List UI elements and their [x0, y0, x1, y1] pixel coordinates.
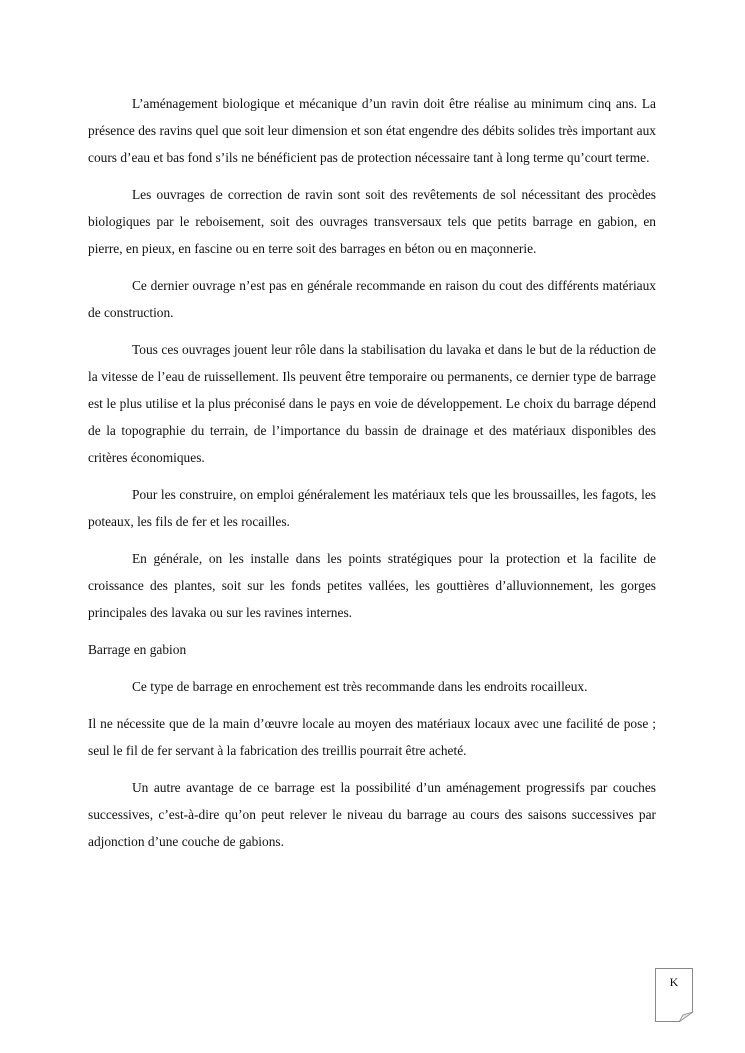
document-body: [88, 90, 656, 865]
section-heading-gabion: Barrage en gabion: [88, 642, 187, 657]
paragraph-materials: Pour les construire, on emploi généralement les matériaux tels que les broussailles, les fagots, les poteaux, les fils de fer et les rocailles.: [88, 487, 656, 529]
page-number: K: [669, 975, 679, 989]
paragraph-installation: En générale, on les installe dans les points stratégiques pour la protection et la facilite de croissance des plantes, soit sur les fonds petites vallées, les gouttières d’alluvionnement, les gorges principales des lavaka ou sur les ravines internes.: [88, 551, 656, 620]
page-number-box: [655, 968, 693, 1022]
paragraph-correction-works: Les ouvrages de correction de ravin sont soit des revêtements de sol nécessitant des procèdes biologiques par le reboisement, soit des ouvrages transversaux tels que petits barrage en gabion, en pierre, en pieux, en fascine ou en terre soit des barrages en béton ou en maçonnerie.: [88, 187, 656, 256]
paragraph-works-role: Tous ces ouvrages jouent leur rôle dans la stabilisation du lavaka et dans le but de la réduction de la vitesse de l’eau de ruissellement. Ils peuvent être temporaire ou permanents, ce dernier type de barrage est le plus utilise et la plus préconisé dans le pays en voie de développement. Le choix du barrage dépend de la topographie du terrain, de l’importance du bassin de drainage et des matériaux disponibles des critères économiques.: [88, 342, 656, 465]
paragraph-gabion-type: Ce type de barrage en enrochement est très recommande dans les endroits rocailleux.: [132, 679, 588, 694]
paragraph-ravine-management: L’aménagement biologique et mécanique d’un ravin doit être réalise au minimum cinq ans. La présence des ravins quel que soit leur dimension et son état engendre des débits solides très important aux cours d’eau et bas fond s’ils ne bénéficient pas de protection nécessaire tant à long terme qu’court terme.: [88, 96, 656, 165]
page-fold-icon: [679, 1012, 693, 1022]
paragraph-last-work: Ce dernier ouvrage n’est pas en générale recommande en raison du cout des différents matériaux de construction.: [88, 278, 656, 320]
paragraph-local-labor: Il ne nécessite que de la main d’œuvre locale au moyen des matériaux locaux avec une facilité de pose ; seul le fil de fer servant à la fabrication des treillis pourrait être acheté.: [88, 716, 656, 758]
paragraph-progressive-advantage: Un autre avantage de ce barrage est la possibilité d’un aménagement progressifs par couches successives, c’est-à-dire qu’on peut relever le niveau du barrage au cours des saisons successives par adjonction d’une couche de gabions.: [88, 780, 656, 849]
